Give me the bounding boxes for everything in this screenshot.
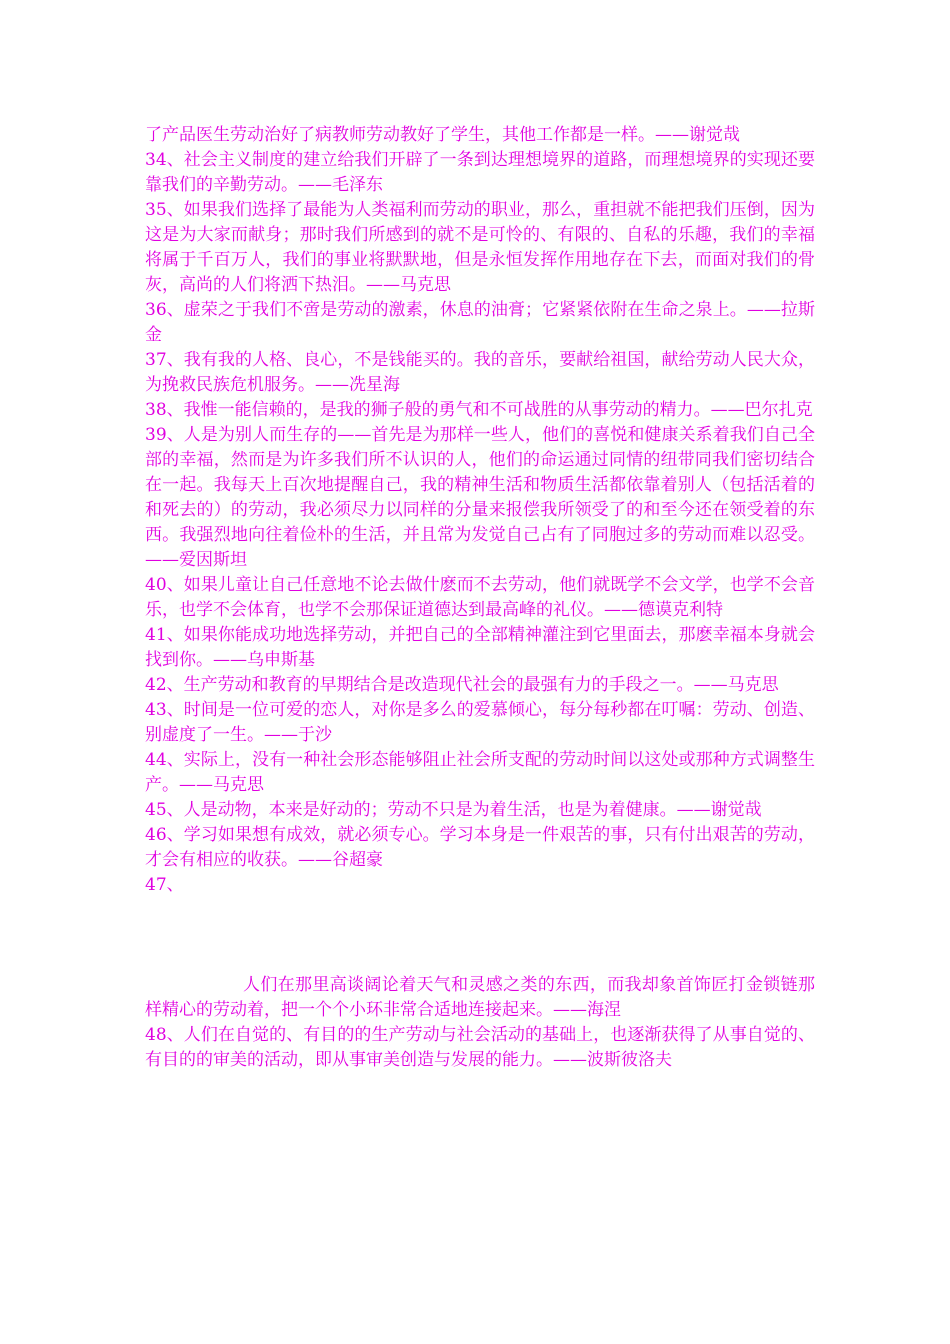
blank-gap — [145, 898, 815, 973]
quote-paragraph: 39、人是为别人而生存的——首先是为那样一些人，他们的喜悦和健康关系着我们自己全部的幸福，然而是为许多我们所不认识的人，他们的命运通过同情的纽带同我们密切结合在一起。我每天上百次地提醒自己，我的精神生活和物质生活都依靠着别人（包括活着的和死去的）的劳动，我必须尽力以同样的分量来报偿我所领受了的和至今还在领受着的东西。我强烈地向往着俭朴的生活，并且常为发觉自己占有了同胞过多的劳动而难以忍受。——爱因斯坦 — [145, 425, 815, 570]
quote-paragraph: 40、如果儿童让自己任意地不论去做什麽而不去劳动，他们就既学不会文学，也学不会音乐，也学不会体育，也学不会那保证道德达到最高峰的礼仪。——德谟克利特 — [145, 575, 815, 620]
quote-paragraph: 43、时间是一位可爱的恋人，对你是多么的爱慕倾心，每分每秒都在叮嘱：劳动、创造、别虚度了一生。——于沙 — [145, 700, 815, 745]
quote-paragraph: 47、 — [145, 875, 184, 895]
quote-paragraph: 了产品医生劳动治好了病教师劳动教好了学生，其他工作都是一样。——谢觉哉 — [145, 125, 740, 145]
quote-paragraph: 37、我有我的人格、良心，不是钱能买的。我的音乐，要献给祖国，献给劳动人民大众，为挽救民族危机服务。——冼星海 — [145, 350, 815, 395]
quote-paragraph: 45、人是动物，本来是好动的；劳动不只是为着生活，也是为着健康。——谢觉哉 — [145, 800, 762, 820]
quote-paragraph: 38、我惟一能信赖的，是我的狮子般的勇气和不可战胜的从事劳动的精力。——巴尔扎克 — [145, 400, 813, 420]
document-page — [145, 123, 815, 1073]
quote-paragraph: 34、社会主义制度的建立给我们开辟了一条到达理想境界的道路，而理想境界的实现还要靠我们的辛勤劳动。——毛泽东 — [145, 150, 815, 195]
quote-paragraph: 42、生产劳动和教育的早期结合是改造现代社会的最强有力的手段之一。——马克思 — [145, 675, 779, 695]
quote-paragraph: 36、虚荣之于我们不啻是劳动的激素，休息的油膏；它紧紧依附在生命之泉上。——拉斯金 — [145, 300, 815, 345]
quote-paragraph: 48、人们在自觉的、有目的的生产劳动与社会活动的基础上，也逐渐获得了从事自觉的、有目的的审美的活动，即从事审美创造与发展的能力。——波斯彼洛夫 — [145, 1025, 815, 1070]
quote-paragraph: 人们在那里高谈阔论着天气和灵感之类的东西，而我却象首饰匠打金锁链那样精心的劳动着，把一个个小环非常合适地连接起来。——海涅 — [145, 975, 815, 1020]
quote-paragraph: 41、如果你能成功地选择劳动，并把自己的全部精神灌注到它里面去，那麽幸福本身就会找到你。——乌申斯基 — [145, 625, 815, 670]
quote-paragraph: 44、实际上，没有一种社会形态能够阻止社会所支配的劳动时间以这处或那种方式调整生产。——马克思 — [145, 750, 815, 795]
quote-paragraph: 46、学习如果想有成效，就必须专心。学习本身是一件艰苦的事，只有付出艰苦的劳动，才会有相应的收获。——谷超豪 — [145, 825, 815, 870]
quote-paragraph: 35、如果我们选择了最能为人类福利而劳动的职业，那么，重担就不能把我们压倒，因为这是为大家而献身；那时我们所感到的就不是可怜的、有限的、自私的乐趣，我们的幸福将属于千百万人，我们的事业将默默地，但是永恒发挥作用地存在下去，而面对我们的骨灰，高尚的人们将洒下热泪。——马克思 — [145, 200, 815, 295]
